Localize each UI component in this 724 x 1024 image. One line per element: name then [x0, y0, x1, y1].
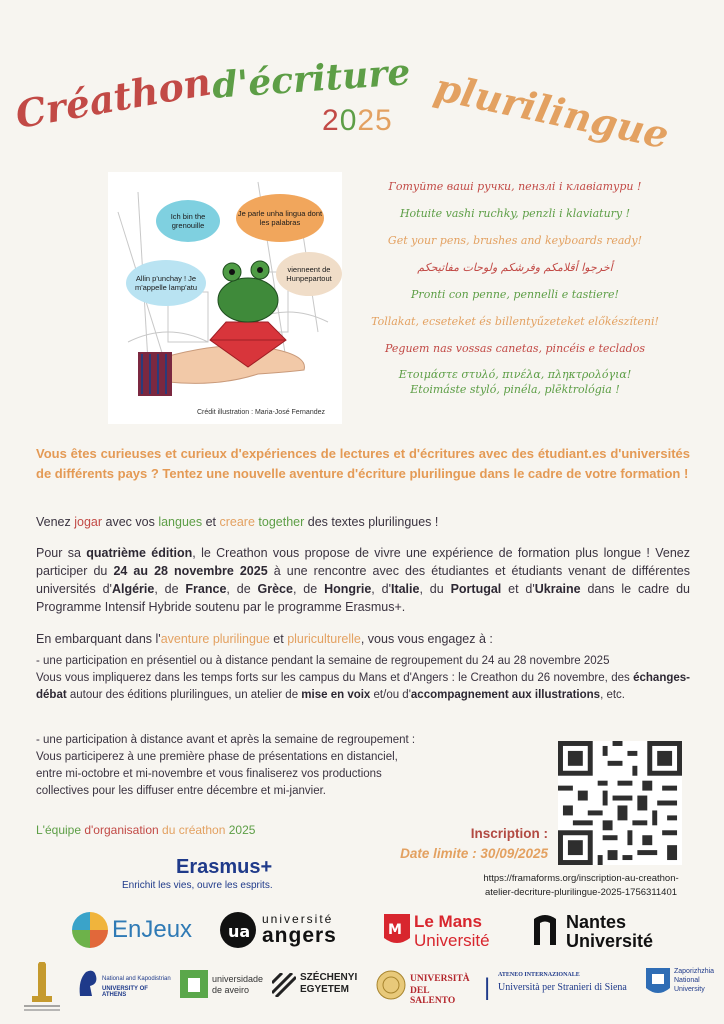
title-word-ecriture: d'écriture: [210, 51, 412, 107]
athens-line-1: National and Kapodistrian: [102, 976, 171, 982]
zaporizhzhia-crest-icon: [646, 968, 670, 998]
slogan-greek: Ετοιμάστε στυλό, πινέλα, πληκτρολόγια!: [398, 368, 632, 381]
ua-circle-icon: [220, 912, 256, 948]
word-creare: creare: [219, 515, 255, 529]
text-span: Pour sa: [36, 546, 87, 560]
year-digit: 25: [357, 104, 393, 137]
nantes-line-1: Nantes: [566, 912, 627, 932]
lemans-line-1: Le Mans: [414, 912, 483, 931]
text-span: dans le cadre du Programme Intensif Hybride soutenu par le programme Erasmus+.: [36, 582, 691, 614]
text-span: , du: [419, 582, 451, 596]
szechenyi-stripes-icon: [272, 973, 296, 997]
aveiro-logo: [180, 968, 264, 1002]
minaret-icon: [20, 962, 64, 1014]
angers-top-text: université: [262, 912, 334, 926]
distance-line-2: entre mi-octobre et mi-novembre et vous finaliserez vos productions: [36, 768, 382, 780]
sze-line-1: SZÉCHENYI: [300, 972, 358, 983]
distance-line-3: collectives pour les diffuser entre décembre et mi-janvier.: [36, 785, 326, 797]
enjeux-name: EnJeux: [112, 916, 193, 943]
szechenyi-logo: [272, 970, 364, 1002]
zap-line-1: Zaporizhzhia: [674, 968, 715, 975]
slogan-portuguese: Peguem nas vossas canetas, pincéis e teclados: [385, 342, 645, 355]
text-span: autour des éditions plurilingues, un atelier de: [66, 689, 302, 701]
lemans-line-2: Université: [414, 931, 490, 950]
text-span: Vous vous impliquerez dans les temps forts sur les campus du Mans et d'Angers : le Creathon du 26 novembre, des: [36, 672, 634, 684]
text-span: des textes plurilingues !: [304, 515, 439, 529]
enjeux-circle-icon: [72, 912, 108, 948]
athena-head-icon: [76, 968, 98, 998]
country: France: [185, 582, 227, 596]
slogan-arabic: أخرجوا أقلامكم وفرشكم ولوحات مفاتيحكم: [417, 261, 613, 274]
salento-line-2: DEL SALENTO: [410, 986, 456, 1006]
voix-highlight: mise en voix: [301, 689, 371, 701]
country: Grèce: [257, 582, 293, 596]
year-digit: 0: [339, 104, 358, 137]
svg-text:M: M: [388, 922, 402, 938]
country: Portugal: [450, 582, 502, 596]
siena-line-1: ATENEO INTERNAZIONALE: [498, 972, 580, 978]
sze-line-2: EGYETEM: [300, 984, 349, 995]
enjeux-logo: [72, 910, 212, 952]
zap-line-2: National: [674, 977, 700, 984]
frog-illustration: [108, 172, 342, 424]
aventure-highlight: aventure plurilingue: [160, 632, 270, 646]
erasmus-logo: Erasmus+: [176, 856, 273, 878]
zaporizhzhia-logo: [646, 964, 718, 1004]
lemans-logo: [384, 910, 514, 952]
athens-logo: [76, 966, 172, 1006]
bubble-1: Ich bin the grenouille: [156, 200, 220, 242]
siena-logo: [484, 968, 640, 1004]
pluri-highlight: pluriculturelle: [287, 632, 361, 646]
text-span: à une rencontre avec des étudiantes et étudiants venant de différentes universités d': [36, 564, 690, 596]
zap-line-3: University: [674, 986, 705, 993]
text-span: Venez: [36, 515, 75, 529]
engagement-intro: [36, 631, 690, 648]
venez-line: [36, 514, 690, 531]
title-year: [322, 104, 393, 138]
title-word-plurilingue: plurilingue: [430, 64, 673, 158]
country: Hongrie: [324, 582, 372, 596]
bubble-4: vienneent de Hunpepartout: [276, 252, 342, 296]
aveiro-line-1: universidade: [212, 974, 264, 984]
deadline-label: Date limite : 30/09/2025: [400, 846, 548, 861]
illustration-credit: Crédit illustration : Maria-José Fernandez: [197, 409, 325, 416]
nantes-n-icon: [532, 915, 558, 945]
year-digit: 2: [322, 104, 340, 137]
text-span: En embarquant dans l': [36, 632, 161, 646]
angers-bottom-text: angers: [262, 924, 337, 947]
url-line: atelier-decriture-plurilingue-2025-1756311401: [484, 887, 678, 898]
inscription-label: Inscription :: [470, 826, 548, 841]
svg-text:ua: ua: [228, 922, 251, 941]
slogan-english: Get your pens, brushes and keyboards ready!: [387, 234, 643, 247]
echanges-highlight: échanges-débat: [36, 672, 690, 701]
siena-line-2: Università per Stranieri di Siena: [498, 982, 627, 993]
text-span: 2025: [228, 823, 256, 837]
aveiro-square-icon: [180, 970, 208, 998]
algeria-university-logo: [20, 962, 64, 1014]
text-span: et/ou d': [370, 689, 411, 701]
text-span: avec vos: [102, 515, 159, 529]
title-word-creathon: Créathon: [12, 58, 215, 137]
implication-paragraph: [36, 670, 690, 704]
text-span: , de: [292, 582, 325, 596]
text-span: L'équipe: [36, 823, 85, 837]
text-span: d'organisation: [84, 823, 159, 837]
country: Algérie: [111, 582, 155, 596]
bubble-3: Allin p'unchay ! Je m'appelle lamp'atu: [126, 260, 206, 306]
erasmus-tagline: Enrichit les vies, ouvre les esprits.: [122, 880, 273, 891]
edition-paragraph: [36, 544, 690, 616]
lemans-shield-icon: [384, 914, 410, 948]
slogan-hungarian: Tollakat, ecseteket és billentyűzeteket előkészíteni!: [371, 315, 659, 328]
text-span: , le Creathon vous propose de vivre une expérience de formation plus longue ! Venez participer du: [36, 546, 690, 578]
bubble-2: Je parle unha lingua dont les palabras: [236, 194, 324, 242]
text-span: , vous vous engagez à :: [360, 632, 493, 646]
slogan-greek-latin: Etoimáste styló, pinéla, plēktrológia !: [410, 383, 620, 396]
aveiro-line-2: de aveiro: [212, 985, 250, 995]
salento-seal-icon: [376, 970, 406, 1000]
slogan-italian: Pronti con penne, pennelli e tastiere!: [411, 288, 619, 301]
salento-logo: [376, 968, 476, 1004]
country: Ukraine: [534, 582, 581, 596]
edition-highlight: quatrième édition: [86, 546, 193, 560]
nantes-line-2: Université: [566, 931, 654, 951]
text-span: , etc.: [600, 689, 626, 701]
text-span: et: [202, 515, 220, 529]
bullet-presentiel: - une participation en présentiel ou à distance pendant la semaine de regroupement du 24 au 28 novembre 2025: [36, 655, 610, 667]
angers-logo: [220, 908, 360, 954]
text-span: , de: [154, 582, 186, 596]
text-span: , de: [226, 582, 258, 596]
accomp-highlight: accompagnement aux illustrations: [410, 689, 601, 701]
word-langues: langues: [158, 515, 203, 529]
word-together: together: [258, 515, 305, 529]
text-span: et: [269, 632, 288, 646]
word-jogar: jogar: [74, 515, 103, 529]
siena-bracket-icon: |: [484, 974, 491, 1001]
nantes-logo: [532, 910, 672, 952]
athens-line-2: UNIVERSITY OF ATHENS: [102, 986, 148, 998]
country: Italie: [390, 582, 420, 596]
dates-highlight: 24 au 28 novembre 2025: [113, 564, 268, 578]
bullet-distance: - une participation à distance avant et après la semaine de regroupement :: [36, 734, 416, 746]
qr-code-icon[interactable]: [558, 741, 682, 865]
salento-line-1: UNIVERSITÀ: [410, 974, 470, 984]
text-span: du créathon: [158, 823, 229, 837]
url-line: https://framaforms.org/inscription-au-creathon-: [483, 873, 679, 884]
text-span: , d': [371, 582, 391, 596]
registration-url[interactable]: [470, 872, 692, 900]
text-span: et d': [501, 582, 535, 596]
distance-line-1: Vous participerez à une première phase de présentations en distanciel,: [36, 751, 398, 763]
slogan-ukrainian-latin: Hotuite vashi ruchky, penzli i klaviatury !: [399, 207, 631, 220]
intro-paragraph: Vous êtes curieuses et curieux d'expériences de lectures et d'écritures avec des étudiant.es d'universités de différents pays ? Tentez une nouvelle aventure d'écriture plurilingue dans le cadre de votre formation !: [36, 446, 690, 481]
slogan-ukrainian: Готуйте ваші ручки, пензлі і клавіатури !: [388, 180, 642, 193]
